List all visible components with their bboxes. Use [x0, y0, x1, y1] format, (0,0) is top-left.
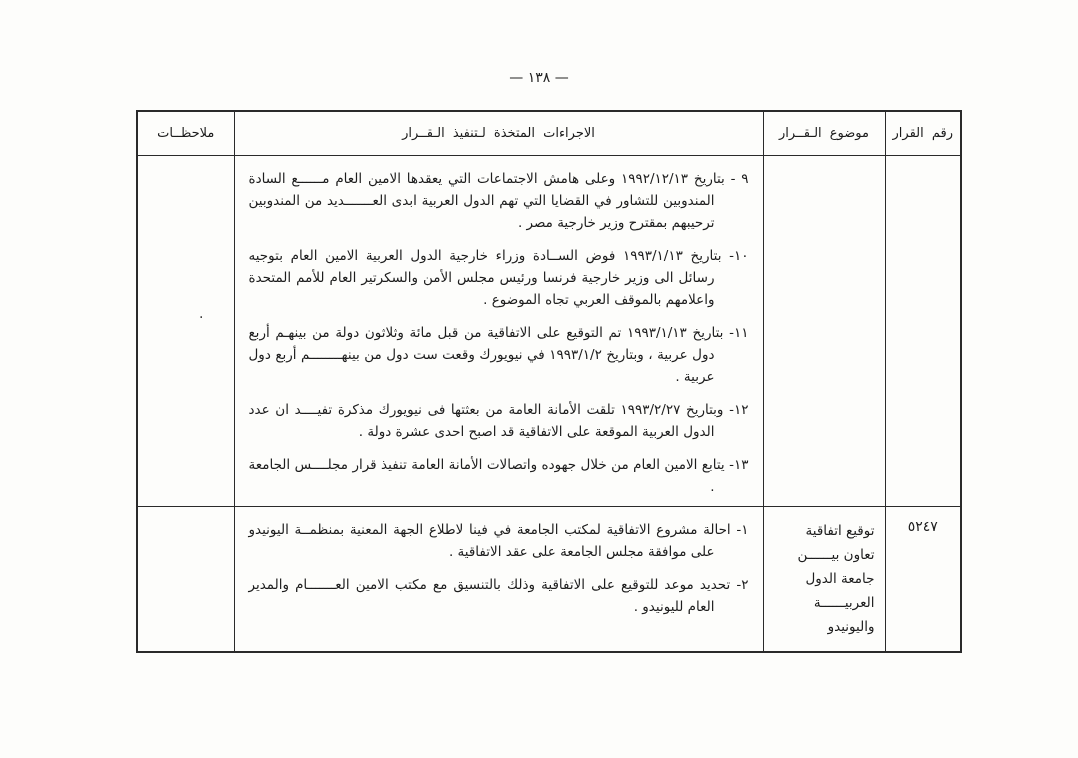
actions-cell: [234, 155, 763, 506]
table-row: [137, 506, 961, 652]
subject-line: جامعة الدول العربيــــــة: [805, 570, 875, 611]
table-row: [137, 155, 961, 506]
action-item: ١٣- يتابع الامين العام من خلال جهوده واتصالات الأمانة العامة تنفيذ قرار مجلــــس الجامعة .: [248, 456, 749, 495]
table-header-row: [137, 111, 961, 155]
actions-cell: [234, 506, 763, 652]
action-item: ٢- تحديد موعد للتوقيع على الاتفاقية وذلك بالتنسيق مع مكتب الامين العـــــــام والمدير العام لليونيدو .: [248, 576, 749, 615]
action-item: ١٠- بتاريخ ١٩٩٣/١/١٣ فوض الســادة وزراء خارجية الدول العربية الامين العام بتوجيه رسائل الى وزير خارجية فرنسا ورئيس مجلس الأمن والسكرتير العام للأمم المتحدة واعلامهم بالموقف العربي تجاه الموضوع .: [248, 247, 749, 308]
action-item: ٩ - بتاريخ ١٩٩٢/١٢/١٣ وعلى هامش الاجتماعات التي يعقدها الامين العام مــــــع السادة المندوبين للتشاور في القضايا التي تهم الدول العربية ابدى العـــــــديد من المندوبين ترحيبهم بمقترح وزير خارجية مصر .: [248, 170, 749, 231]
notes-cell: [137, 155, 234, 506]
page-number: — ١٣٨ —: [509, 70, 569, 86]
header-decision-number: رقم القرار: [885, 111, 961, 155]
notes-mark: .: [199, 305, 204, 322]
subject-line: واليونيدو: [827, 618, 875, 635]
decision-number-cell: [885, 155, 961, 506]
decision-subject-cell: [763, 155, 885, 506]
decision-subject-cell: [763, 506, 885, 652]
header-decision-subject: موضوع الـقــرار: [763, 111, 885, 155]
notes-cell: [137, 506, 234, 652]
subject-line: توقيع اتفاقية تعاون بيــــــن: [797, 522, 875, 563]
action-item: ١١- بتاريخ ١٩٩٣/١/١٣ تم التوقيع على الاتفاقية من قبل مائة وثلاثون دولة من بينهـم أربع دول عربية ، وبتاريخ ١٩٩٣/١/٢ في نيويورك وقعت ست دول من بينهــــــــم أربع دول عربية .: [248, 324, 749, 385]
header-actions-taken: الاجراءات المتخذة لـتنفيذ الـقــرار: [234, 111, 763, 155]
decision-number-cell: ٥٢٤٧: [885, 506, 961, 652]
header-notes: ملاحظــات: [137, 111, 234, 155]
decisions-table: [136, 110, 962, 653]
action-item: ١٢- وبتاريخ ١٩٩٣/٢/٢٧ تلقت الأمانة العامة من بعثتها فى نيويورك مذكرة تفيــــد ان عدد الدول العربية الموقعة على الاتفاقية قد اصبح احدى عشرة دولة .: [248, 401, 749, 440]
action-item: ١- احالة مشروع الاتفاقية لمكتب الجامعة في فينا لاطلاع الجهة المعنية بمنظمــة اليونيدو على موافقة مجلس الجامعة على عقد الاتفاقية .: [248, 521, 749, 560]
